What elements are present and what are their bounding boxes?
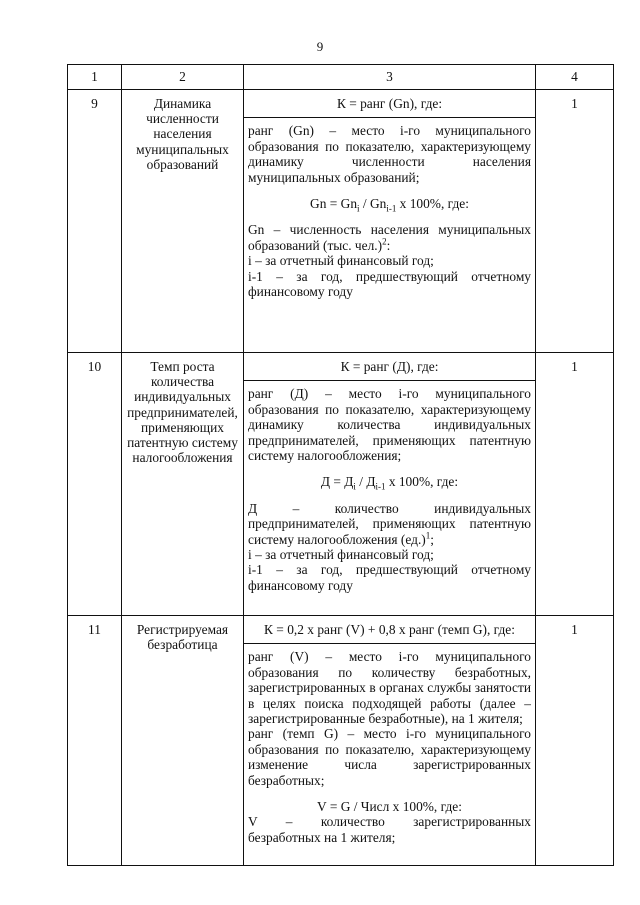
weight-value: 1	[536, 90, 614, 353]
variable-definition: Д – количество индивидуальных предпринимателей, применяющих патентную систему налогообложения $(ед.)^1$;	[248, 500, 531, 547]
indicators-table	[67, 64, 614, 866]
weight-value: 1	[536, 616, 614, 866]
rank-formula: К = ранг (Gn), где:	[244, 90, 535, 118]
index-i-definition: i – за отчетный финансовый год;	[248, 547, 434, 563]
rank-definition: ранг (Gn) – место i-го муниципального образования по показателю, характеризующему динамику численности населения муниципальных образований;	[248, 123, 531, 185]
table-row	[68, 353, 614, 616]
weight-value: 1	[536, 353, 614, 616]
formula-cell	[244, 616, 536, 866]
header-col-4: 4	[536, 65, 614, 90]
formula-description	[244, 118, 535, 303]
calculation-formula: $Д = Д_i / Д_{i-1}$ х 100%, где:	[320, 474, 459, 493]
indicator-name: Темп роста количества индивидуальных предпринимателей, применяющих патентную систему налогообложения	[122, 353, 244, 616]
formula-description	[244, 644, 535, 849]
calculation-formula: V = G / Числ х 100%, где:	[317, 799, 462, 815]
index-i1-definition: i-1 – за год, предшествующий отчетному финансовому году	[248, 268, 531, 300]
rank-formula: К = 0,2 х ранг (V) + 0,8 х ранг (темп G), где:	[244, 616, 535, 644]
rank-g-definition: ранг (темп G) – место i-го муниципального образования по показателю, характеризующему изменение числа зарегистрированных безработных;	[248, 726, 531, 788]
formula-cell	[244, 353, 536, 616]
header-col-1: 1	[68, 65, 122, 90]
row-number: 10	[68, 353, 122, 616]
row-number: 9	[68, 90, 122, 353]
formula-cell	[244, 90, 536, 353]
table-row	[68, 90, 614, 353]
variable-definition: V – количество зарегистрированных безработных на 1 жителя;	[248, 814, 531, 845]
rank-v-definition: ранг (V) – место i-го муниципального образования по количеству безработных, зарегистрированных в органах службы занятости в целях поиска подходящей работы (далее – зарегистрированные безработные), на 1 жителя;	[248, 649, 531, 727]
indicator-name: Динамика численности населения муниципальных образований	[122, 90, 244, 353]
formula-description	[244, 381, 535, 597]
page-number: 9	[316, 39, 324, 54]
rank-definition: ранг (Д) – место i-го муниципального образования по показателю, характеризующему динамику количества индивидуальных предпринимателей, применяющих патентную систему налогообложения;	[248, 386, 531, 464]
indicator-name: Регистрируемая безработица	[122, 616, 244, 866]
header-col-3: 3	[244, 65, 536, 90]
rank-formula: К = ранг (Д), где:	[244, 353, 535, 381]
calculation-formula: $Gn = Gn_i / Gn_{i-1}$ х 100%, где:	[310, 196, 469, 214]
header-col-2: 2	[122, 65, 244, 90]
row-number: 11	[68, 616, 122, 866]
variable-definition: Gn – численность населения муниципальных образований (тыс. чел.)$^2$:	[248, 222, 531, 253]
table-header-row	[68, 65, 614, 90]
table-row	[68, 616, 614, 866]
index-i-definition: i – за отчетный финансовый год;	[248, 253, 434, 269]
index-i1-definition: i-1 – за год, предшествующий отчетному финансовому году	[248, 562, 531, 593]
